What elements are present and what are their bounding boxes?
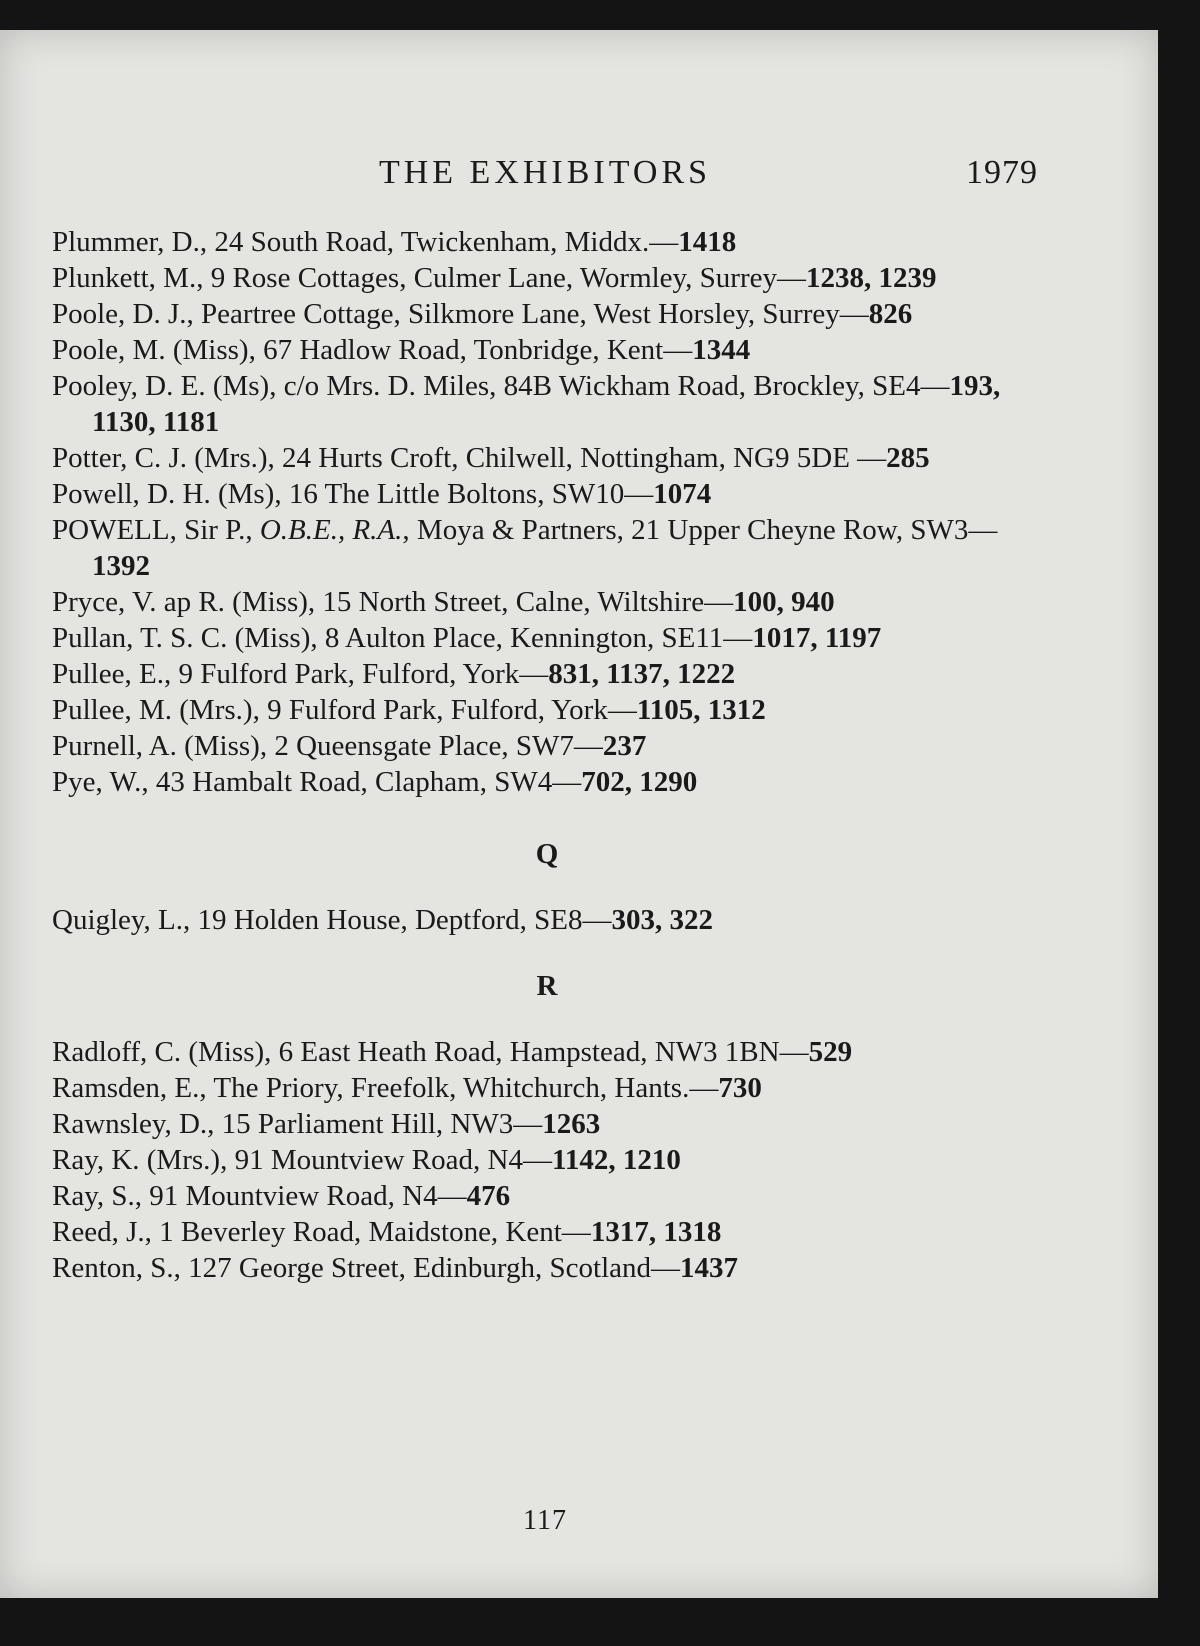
exhibitor-entry: Plunkett, M., 9 Rose Cottages, Culmer Lane, Wormley, Surrey—1238, 1239 — [52, 262, 937, 294]
page-title: THE EXHIBITORS — [378, 154, 712, 191]
exhibitor-entry: Rawnsley, D., 15 Parliament Hill, NW3—1263 — [52, 1108, 601, 1140]
exhibitor-entry: Radloff, C. (Miss), 6 East Heath Road, Hampstead, NW3 1BN—529 — [52, 1036, 853, 1068]
book-page — [0, 30, 1158, 1598]
exhibitor-entry: Ramsden, E., The Priory, Freefolk, Whitchurch, Hants.—730 — [52, 1072, 762, 1104]
exhibitor-list — [52, 224, 1042, 1286]
exhibitor-entry: Purnell, A. (Miss), 2 Queensgate Place, SW7—237 — [52, 730, 647, 762]
page-number: 117 — [523, 1505, 567, 1536]
exhibitor-entry: Potter, C. J. (Mrs.), 24 Hurts Croft, Chilwell, Nottingham, NG9 5DE —285 — [52, 442, 930, 474]
exhibitor-entry: Reed, J., 1 Beverley Road, Maidstone, Kent—1317, 1318 — [52, 1216, 722, 1248]
exhibitor-entry: Powell, D. H. (Ms), 16 The Little Boltons, SW10—1074 — [52, 478, 712, 510]
page-year: 1979 — [966, 154, 1038, 191]
exhibitor-entry: Poole, D. J., Peartree Cottage, Silkmore Lane, West Horsley, Surrey—826 — [52, 298, 913, 330]
page-header — [52, 154, 1038, 194]
exhibitor-entry: Plummer, D., 24 South Road, Twickenham, Middx.—1418 — [52, 226, 737, 258]
exhibitor-entry: Ray, S., 91 Mountview Road, N4—476 — [52, 1180, 511, 1212]
exhibitor-entry: Pullee, E., 9 Fulford Park, Fulford, York—831, 1137, 1222 — [52, 658, 736, 690]
exhibitor-entry: Pryce, V. ap R. (Miss), 15 North Street, Calne, Wiltshire—100, 940 — [52, 586, 835, 618]
exhibitor-entry: Ray, K. (Mrs.), 91 Mountview Road, N4—1142, 1210 — [52, 1144, 681, 1176]
exhibitor-entry-powell: POWELL, Sir P., O.B.E., R.A., Moya & Partners, 21 Upper Cheyne Row, SW3—1392 — [52, 514, 998, 582]
exhibitor-entry: Poole, M. (Miss), 67 Hadlow Road, Tonbridge, Kent—1344 — [52, 334, 751, 366]
section-letter-q: Q — [535, 838, 559, 870]
exhibitor-entry: Renton, S., 127 George Street, Edinburgh, Scotland—1437 — [52, 1252, 739, 1284]
exhibitor-entry: Pullan, T. S. C. (Miss), 8 Aulton Place, Kennington, SE11—1017, 1197 — [52, 622, 882, 654]
exhibitor-entry: Pooley, D. E. (Ms), c/o Mrs. D. Miles, 84B Wickham Road, Brockley, SE4—193, 1130, 1181 — [52, 370, 1001, 438]
exhibitor-entry: Pye, W., 43 Hambalt Road, Clapham, SW4—702, 1290 — [52, 766, 698, 798]
exhibitor-entry: Pullee, M. (Mrs.), 9 Fulford Park, Fulford, York—1105, 1312 — [52, 694, 766, 726]
exhibitor-entry: Quigley, L., 19 Holden House, Deptford, SE8—303, 322 — [52, 904, 714, 936]
section-letter-r: R — [536, 970, 558, 1002]
